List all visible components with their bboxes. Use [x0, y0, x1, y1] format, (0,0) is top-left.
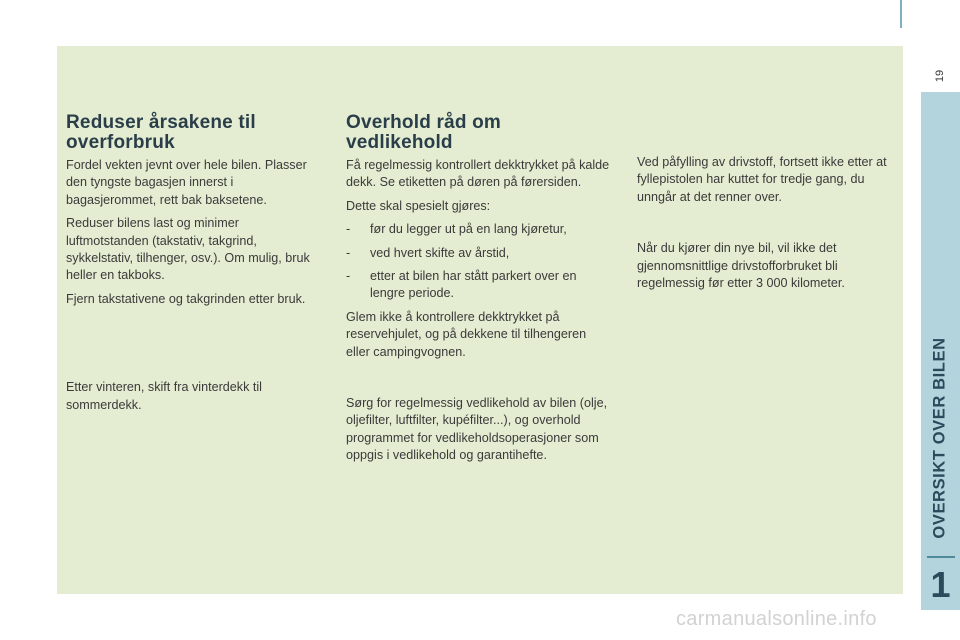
- chapter-title: OVERSIKT OVER BILEN: [930, 337, 949, 539]
- list-dash: -: [346, 269, 351, 284]
- paragraph-winter-tyres: Etter vinteren, skift fra vinterdekk til sommerdekk.: [66, 380, 262, 412]
- paragraph-service: Sørg for regelmessig vedlikehold av bilen (olje, oljefilter, luftfilter, kupéfilter...), og overhold programmet for vedlikeholdsoperasjoner som oppgis i vedlikehold og garantihefte.: [346, 396, 608, 463]
- list-item: [346, 221, 611, 238]
- paragraph-refuelling: Ved påfylling av drivstoff, fortsett ikke etter at fyllepistolen har kuttet for tredje gang, du unngår at det renner over.: [637, 155, 887, 204]
- list-item-text: etter at bilen har stått parkert over en lengre periode.: [370, 269, 577, 301]
- paragraph-list-intro: Dette skal spesielt gjøres:: [346, 198, 491, 213]
- list-item: [346, 268, 611, 303]
- list-dash: -: [346, 245, 351, 260]
- column-overconsumption: [66, 113, 311, 420]
- heading-reduce-causes: Reduser årsakene til overforbruk: [66, 112, 256, 153]
- paragraph-weight: Fordel vekten jevnt over hele bilen. Plasser den tyngste bagasjen innerst i bagasjerommet, rett bak baksetene.: [66, 158, 307, 207]
- list-dash: -: [346, 222, 351, 237]
- list-item-text: før du legger ut på en lang kjøretur,: [370, 222, 567, 237]
- top-divider: [900, 0, 902, 28]
- heading-maintenance: Overhold råd om vedlikehold: [346, 112, 502, 153]
- paragraph-roof-racks: Fjern takstativene og takgrinden etter bruk.: [66, 291, 306, 306]
- column-fuel-tips: [637, 154, 907, 298]
- paragraph-spare-wheel: Glem ikke å kontrollere dekktrykket på reservehjulet, og på dekkene til tilhengeren eller campingvognen.: [346, 309, 587, 359]
- chapter-divider: [927, 556, 955, 558]
- column-maintenance: [346, 113, 611, 471]
- paragraph-new-car: Når du kjører din nye bil, vil ikke det gjennomsnittlige drivstofforbruket bli regelmessig før etter 3 000 kilometer.: [637, 241, 845, 291]
- list-item-text: ved hvert skifte av årstid,: [370, 245, 510, 260]
- paragraph-load: Reduser bilens last og minimer luftmotstanden (takstativ, takgrind, sykkelstativ, tilhenger, osv.). Om mulig, bruk heller en takboks.: [66, 216, 310, 283]
- chapter-number: 1: [930, 564, 951, 605]
- page-number: 19: [934, 69, 946, 83]
- paragraph-tyre-pressure: Få regelmessig kontrollert dekktrykket på kalde dekk. Se etiketten på døren på førersiden.: [346, 158, 610, 190]
- watermark: carmanualsonline.info: [676, 608, 877, 630]
- list-item: [346, 245, 611, 262]
